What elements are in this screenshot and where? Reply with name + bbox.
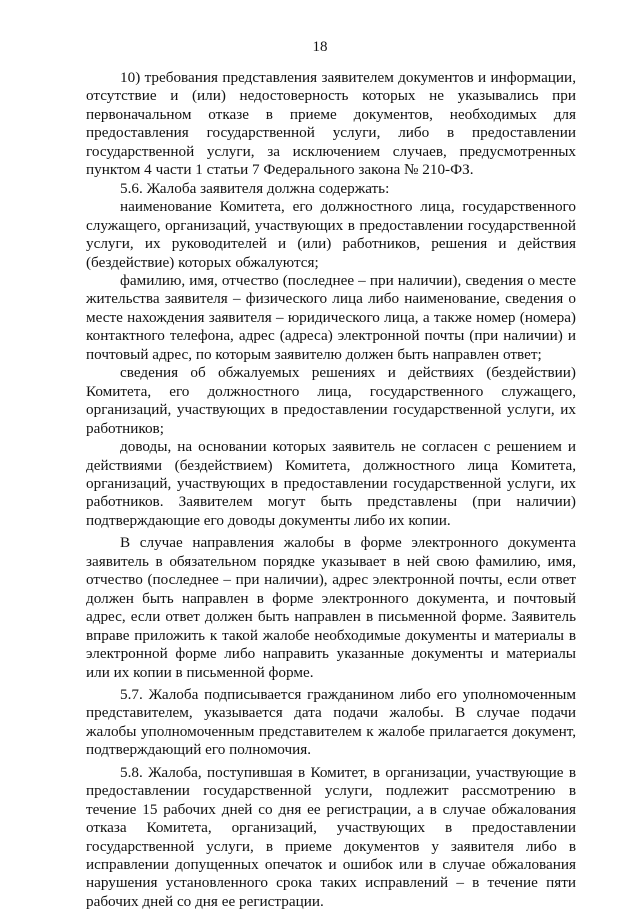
paragraph-arguments: доводы, на основании которых заявитель не согласен с решением и действиями (бездействием) Комитета, должностного лица Комитета, организаций, участвующих в предоставлении государственной услуги, их работников. Заявителем могут быть представлены (при наличии) подтверждающие его доводы документы либо их копии. bbox=[86, 438, 576, 529]
paragraph-5-6-heading: 5.6. Жалоба заявителя должна содержать: bbox=[120, 179, 390, 197]
paragraph-appealed-decisions: сведения об обжалуемых решениях и действиях (бездействии) Комитета, его должностного лица, государственного служащего, организаций, участвующих в предоставлении государственной услуги, их работников; bbox=[86, 364, 576, 437]
page-number: 18 bbox=[312, 39, 328, 55]
paragraph-item-10: 10) требования представления заявителем документов и информации, отсутствие и (или) недостоверность которых не указывались при первоначальном отказе в приеме документов, необходимых для предоставления государственной услуги, либо в предоставлении государственной услуги, за исключением случаев, предусмотренных пунктом 4 части 1 статьи 7 Федерального закона № 210-ФЗ. bbox=[86, 69, 576, 179]
paragraph-5-7: 5.7. Жалоба подписывается гражданином либо его уполномоченным представителем, указывается дата подачи жалобы. В случае подачи жалобы уполномоченным представителем к жалобе прилагается документ, подтверждающий его полномочия. bbox=[86, 685, 576, 759]
document-body bbox=[86, 69, 576, 911]
paragraph-applicant-details: фамилию, имя, отчество (последнее – при наличии), сведения о месте жительства заявителя – физического лица либо наименование, сведения о месте нахождения заявителя – юридического лица, а также номер (номера) контактного телефона, адрес (адреса) электронной почты (при наличии) и почтовый адрес, по которым заявителю должен быть направлен ответ; bbox=[86, 271, 576, 363]
paragraph-complaint-addressee: наименование Комитета, его должностного лица, государственного служащего, организаций, участвующих в предоставлении государственной услуги, их руководителей и (или) работников, решения и действия (бездействие) которых обжалуются; bbox=[86, 198, 576, 271]
paragraph-5-8: 5.8. Жалоба, поступившая в Комитет, в организации, участвующие в предоставлении государственной услуги, подлежит рассмотрению в течение 15 рабочих дней со дня ее регистрации, а в случае обжалования отказа Комитета, организаций, участвующих в предоставлении государственной услуги, в приеме документов у заявителя либо в исправлении допущенных опечаток и ошибок или в случае обжалования нарушения установленного срока таких исправлений – в течение пяти рабочих дней со дня ее регистрации. bbox=[86, 763, 576, 910]
paragraph-electronic-complaint: В случае направления жалобы в форме электронного документа заявитель в обязательном порядке указывает в ней свою фамилию, имя, отчество (последнее – при наличии), адрес электронной почты, если ответ должен быть направлен в форме электронного документа, и почтовый адрес, если ответ должен быть направлен в письменной форме. Заявитель вправе приложить к такой жалобе необходимые документы и материалы в электронной форме либо направить указанные документы и материалы или их копии в письменной форме. bbox=[86, 534, 576, 681]
